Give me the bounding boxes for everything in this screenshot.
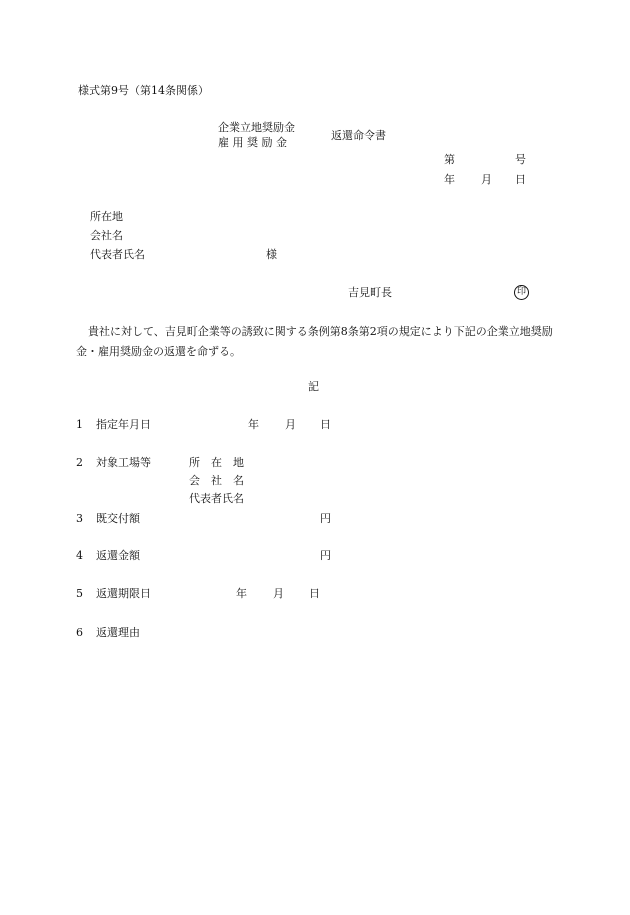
addressee-representative: 代表者氏名 [90,248,145,261]
item-1-day: 日 [320,418,331,431]
body-text: 貴社に対して、吉見町企業等の誘致に関する条例第8条第2項の規定により下記の企業立地奨励金・雇用奨励金の返還を命ずる。 [76,325,553,358]
item-1-number: 1 [76,418,83,431]
item-3-unit: 円 [320,512,331,525]
seal-mark: 印 [514,285,529,300]
title-line-2: 雇 用 奨 励 金 [218,136,287,149]
item-2-sub-location: 所 在 地 [189,456,244,469]
item-2-number: 2 [76,456,83,469]
addressee-location: 所在地 [90,210,123,223]
title-suffix: 返還命令書 [331,129,386,142]
item-1-label: 指定年月日 [96,418,151,431]
item-5-day: 日 [309,587,320,600]
item-2-sub-representative: 代表者氏名 [189,492,244,505]
item-4-number: 4 [76,549,83,562]
item-5-year: 年 [236,587,247,600]
addressee-company: 会社名 [90,229,123,242]
item-5-month: 月 [273,587,284,600]
item-3-label: 既交付額 [96,512,140,525]
item-2-label: 対象工場等 [96,456,151,469]
number-go: 号 [515,153,526,166]
ki-heading: 記 [308,380,319,393]
title-line-1: 企業立地奨励金 [218,121,295,134]
item-6-label: 返還理由 [96,626,140,639]
item-4-label: 返還金額 [96,549,140,562]
item-1-year: 年 [248,418,259,431]
form-label: 様式第9号（第14条関係） [78,84,209,97]
date-month: 月 [481,173,492,186]
issuer-name: 吉見町長 [348,286,392,299]
addressee-honorific: 様 [266,248,277,261]
date-day: 日 [515,173,526,186]
number-dai: 第 [444,153,455,166]
item-4-unit: 円 [320,549,331,562]
item-2-sub-company: 会 社 名 [189,474,244,487]
item-6-number: 6 [76,626,83,639]
date-year: 年 [444,173,455,186]
item-3-number: 3 [76,512,83,525]
item-5-label: 返還期限日 [96,587,151,600]
item-5-number: 5 [76,587,83,600]
item-1-month: 月 [285,418,296,431]
